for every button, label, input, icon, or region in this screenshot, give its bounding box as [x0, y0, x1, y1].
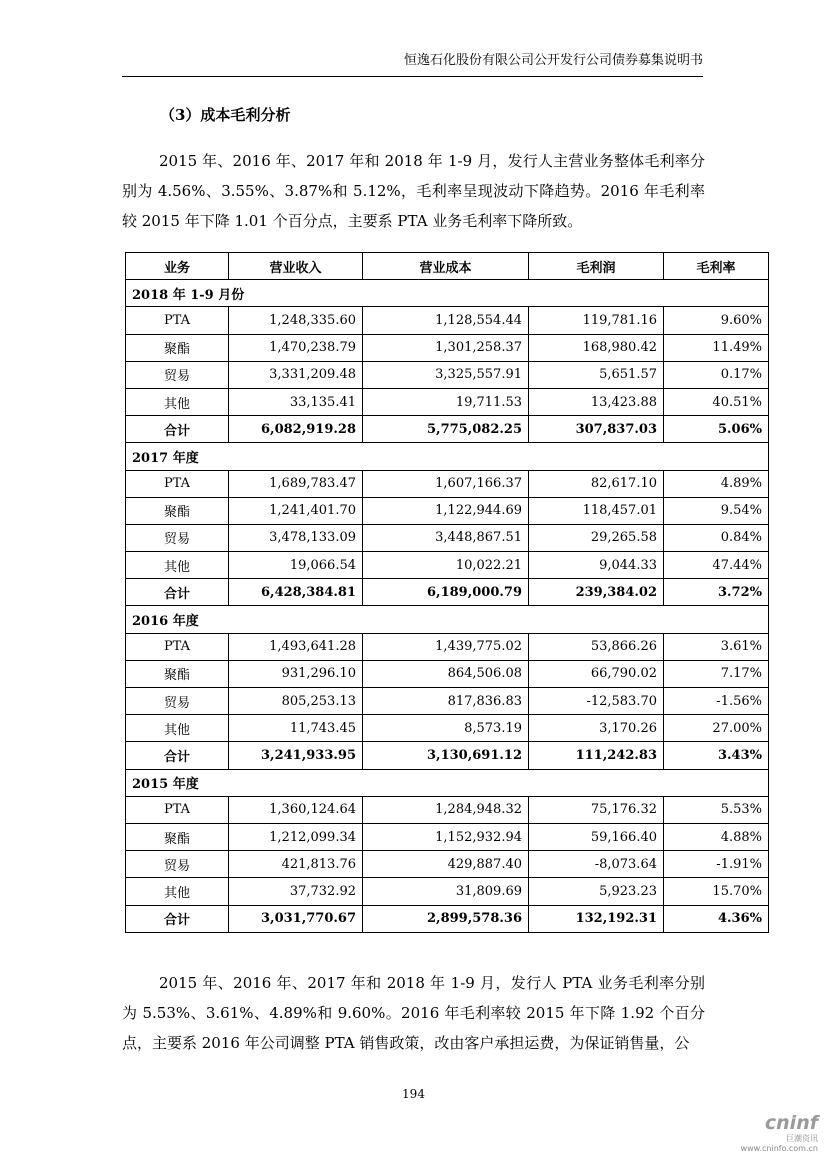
cell-gross-margin: 9.60%: [664, 307, 769, 334]
total-row: [126, 905, 769, 932]
cell-cost: 1,607,166.37: [363, 470, 529, 497]
logo-subtitle: 巨潮资讯: [786, 1134, 818, 1143]
table-row: [126, 388, 769, 415]
pta-paragraph: 2015 年、2016 年、2017 年和 2018 年 1-9 月，发行人 PTA 业务毛利率分别为 5.53%、3.61%、4.89%和 9.60%。2016 年毛利率较 2015 年下降 1.92 个百分点，主要系 2016 年公司调整 PTA 销售政策，改由客户承担运费，为保证销售量，公: [122, 974, 705, 1052]
header-rule: [122, 76, 703, 77]
period-label: 2017 年度: [126, 443, 769, 470]
cell-gross-margin: 47.44%: [664, 552, 769, 579]
table-row: [126, 524, 769, 551]
cell-gross-profit: -8,073.64: [529, 851, 664, 878]
total-gross-profit: 111,242.83: [529, 742, 664, 769]
table-row: [126, 361, 769, 388]
total-row: [126, 416, 769, 443]
cell-gross-margin: 7.17%: [664, 660, 769, 687]
cell-gross-margin: -1.56%: [664, 688, 769, 715]
period-label: 2018 年 1-9 月份: [126, 280, 769, 307]
cell-gross-profit: 66,790.02: [529, 660, 664, 687]
cell-gross-profit: 75,176.32: [529, 796, 664, 823]
page-number: 194: [402, 1087, 425, 1101]
cell-revenue: 3,331,209.48: [229, 361, 363, 388]
cell-revenue: 1,493,641.28: [229, 633, 363, 660]
total-business: 合计: [126, 905, 229, 932]
table-row: [126, 796, 769, 823]
cell-business: PTA: [126, 796, 229, 823]
cell-gross-profit: 3,170.26: [529, 715, 664, 742]
intro-paragraph: 2015 年、2016 年、2017 年和 2018 年 1-9 月，发行人主营业务整体毛利率分别为 4.56%、3.55%、3.87%和 5.12%，毛利率呈现波动下降趋势。2016 年毛利率较 2015 年下降 1.01 个百分点，主要系 PTA 业务毛利率下降所致。: [122, 152, 705, 230]
cell-revenue: 1,212,099.34: [229, 823, 363, 850]
cell-cost: 3,325,557.91: [363, 361, 529, 388]
cell-revenue: 11,743.45: [229, 715, 363, 742]
total-gross-margin: 3.72%: [664, 579, 769, 606]
table-row: [126, 552, 769, 579]
cell-gross-profit: 13,423.88: [529, 388, 664, 415]
cell-revenue: 1,248,335.60: [229, 307, 363, 334]
document-header: 恒逸石化股份有限公司公开发行公司债券募集说明书: [403, 53, 703, 68]
cell-cost: 1,152,932.94: [363, 823, 529, 850]
cell-gross-margin: 4.89%: [664, 470, 769, 497]
cell-gross-profit: 9,044.33: [529, 552, 664, 579]
total-revenue: 3,241,933.95: [229, 742, 363, 769]
cell-revenue: 931,296.10: [229, 660, 363, 687]
cell-gross-margin: 4.88%: [664, 823, 769, 850]
total-cost: 6,189,000.79: [363, 579, 529, 606]
table-row: [126, 633, 769, 660]
cell-gross-margin: 27.00%: [664, 715, 769, 742]
total-gross-profit: 307,837.03: [529, 416, 664, 443]
cell-gross-profit: 59,166.40: [529, 823, 664, 850]
total-gross-profit: 239,384.02: [529, 579, 664, 606]
cell-cost: 1,284,948.32: [363, 796, 529, 823]
cell-business: PTA: [126, 470, 229, 497]
period-row: [126, 769, 769, 796]
cell-business: 聚酯: [126, 660, 229, 687]
total-gross-profit: 132,192.31: [529, 905, 664, 932]
cell-cost: 10,022.21: [363, 552, 529, 579]
cell-cost: 817,836.83: [363, 688, 529, 715]
total-gross-margin: 3.43%: [664, 742, 769, 769]
cell-cost: 31,809.69: [363, 878, 529, 905]
cell-revenue: 33,135.41: [229, 388, 363, 415]
cell-cost: 19,711.53: [363, 388, 529, 415]
cell-business: 贸易: [126, 688, 229, 715]
col-gross-margin: 毛利率: [664, 253, 769, 280]
table-row: [126, 715, 769, 742]
cell-gross-profit: 168,980.42: [529, 334, 664, 361]
cell-revenue: 1,689,783.47: [229, 470, 363, 497]
total-revenue: 3,031,770.67: [229, 905, 363, 932]
period-row: [126, 606, 769, 633]
period-row: [126, 280, 769, 307]
cell-revenue: 1,360,124.64: [229, 796, 363, 823]
cell-business: 聚酯: [126, 334, 229, 361]
cninf-logo: [738, 1112, 818, 1162]
table-row: [126, 851, 769, 878]
cell-revenue: 19,066.54: [229, 552, 363, 579]
total-cost: 3,130,691.12: [363, 742, 529, 769]
total-gross-margin: 5.06%: [664, 416, 769, 443]
cell-business: 贸易: [126, 361, 229, 388]
cell-revenue: 805,253.13: [229, 688, 363, 715]
cell-cost: 1,301,258.37: [363, 334, 529, 361]
cell-gross-margin: 11.49%: [664, 334, 769, 361]
logo-name: cninf: [764, 1112, 818, 1134]
table-header-row: [126, 253, 769, 280]
total-revenue: 6,428,384.81: [229, 579, 363, 606]
cell-revenue: 1,241,401.70: [229, 497, 363, 524]
cell-gross-profit: 5,651.57: [529, 361, 664, 388]
logo-url: www.cninfo.com.cn: [740, 1144, 818, 1153]
gross-margin-table: [125, 252, 769, 933]
period-label: 2015 年度: [126, 769, 769, 796]
total-row: [126, 579, 769, 606]
cell-gross-profit: 5,923.23: [529, 878, 664, 905]
total-business: 合计: [126, 416, 229, 443]
total-row: [126, 742, 769, 769]
cell-gross-margin: 9.54%: [664, 497, 769, 524]
cell-business: 其他: [126, 552, 229, 579]
cell-gross-margin: 5.53%: [664, 796, 769, 823]
table-row: [126, 878, 769, 905]
table-row: [126, 470, 769, 497]
table-row: [126, 307, 769, 334]
period-row: [126, 443, 769, 470]
table-row: [126, 497, 769, 524]
cell-gross-margin: -1.91%: [664, 851, 769, 878]
cell-revenue: 3,478,133.09: [229, 524, 363, 551]
cell-gross-profit: 119,781.16: [529, 307, 664, 334]
table-row: [126, 660, 769, 687]
cell-business: 其他: [126, 878, 229, 905]
cell-gross-profit: 53,866.26: [529, 633, 664, 660]
cell-revenue: 37,732.92: [229, 878, 363, 905]
cell-revenue: 1,470,238.79: [229, 334, 363, 361]
cell-gross-margin: 3.61%: [664, 633, 769, 660]
total-revenue: 6,082,919.28: [229, 416, 363, 443]
cell-business: 贸易: [126, 524, 229, 551]
col-business: 业务: [126, 253, 229, 280]
col-revenue: 营业收入: [229, 253, 363, 280]
cell-business: 贸易: [126, 851, 229, 878]
table-row: [126, 823, 769, 850]
cell-cost: 8,573.19: [363, 715, 529, 742]
period-label: 2016 年度: [126, 606, 769, 633]
cell-business: 其他: [126, 388, 229, 415]
cell-gross-profit: 118,457.01: [529, 497, 664, 524]
cell-cost: 1,128,554.44: [363, 307, 529, 334]
total-business: 合计: [126, 579, 229, 606]
table-body: [126, 280, 769, 933]
cell-cost: 1,122,944.69: [363, 497, 529, 524]
cell-business: 聚酯: [126, 497, 229, 524]
table-row: [126, 688, 769, 715]
cell-gross-profit: -12,583.70: [529, 688, 664, 715]
cell-revenue: 421,813.76: [229, 851, 363, 878]
cell-gross-margin: 40.51%: [664, 388, 769, 415]
col-gross-profit: 毛利润: [529, 253, 664, 280]
cell-gross-profit: 29,265.58: [529, 524, 664, 551]
total-cost: 5,775,082.25: [363, 416, 529, 443]
section-title: （3）成本毛利分析: [160, 106, 291, 124]
cell-cost: 864,506.08: [363, 660, 529, 687]
col-cost: 营业成本: [363, 253, 529, 280]
cell-business: PTA: [126, 633, 229, 660]
cell-cost: 3,448,867.51: [363, 524, 529, 551]
cell-business: 其他: [126, 715, 229, 742]
cell-cost: 429,887.40: [363, 851, 529, 878]
cell-gross-profit: 82,617.10: [529, 470, 664, 497]
total-cost: 2,899,578.36: [363, 905, 529, 932]
total-business: 合计: [126, 742, 229, 769]
cell-business: 聚酯: [126, 823, 229, 850]
cell-gross-margin: 0.17%: [664, 361, 769, 388]
cell-gross-margin: 15.70%: [664, 878, 769, 905]
table-row: [126, 334, 769, 361]
total-gross-margin: 4.36%: [664, 905, 769, 932]
cell-gross-margin: 0.84%: [664, 524, 769, 551]
cell-business: PTA: [126, 307, 229, 334]
cell-cost: 1,439,775.02: [363, 633, 529, 660]
